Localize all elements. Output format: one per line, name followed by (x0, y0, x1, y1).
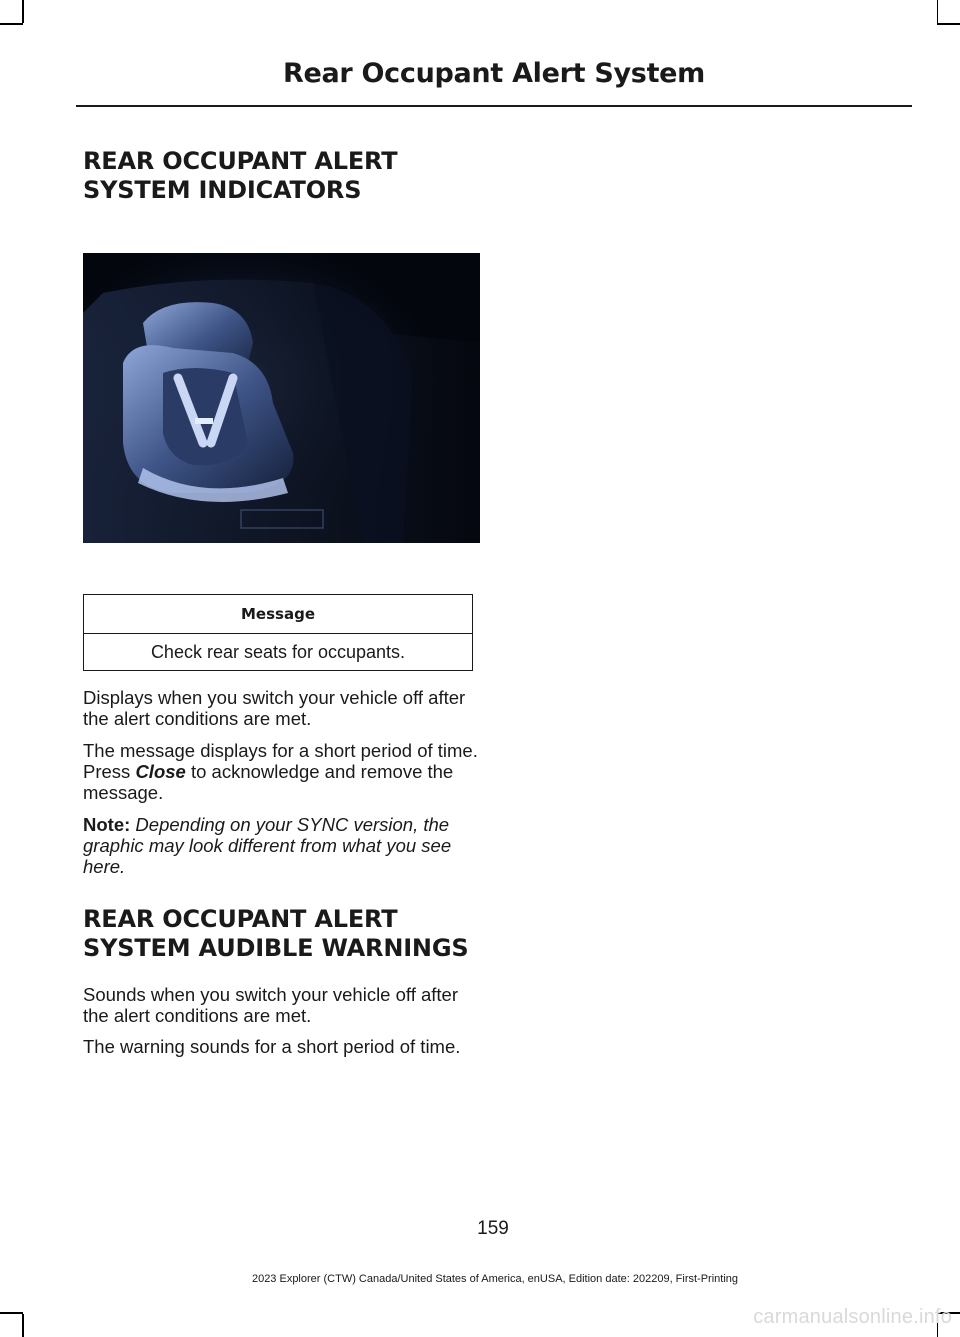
crop-mark-top-left (0, 23, 23, 25)
paragraph-text: The message displays for a short period of time. Press (83, 740, 478, 782)
crop-mark-top-left (22, 0, 24, 23)
watermark: carmanualsonline.info (753, 1306, 952, 1328)
table-cell-message: Check rear seats for occupants. (84, 634, 473, 671)
note-paragraph (83, 814, 478, 877)
crop-mark-top-right (937, 23, 960, 25)
paragraph-warning: The warning sounds for a short period of time. (83, 1036, 461, 1057)
table-header-message: Message (84, 595, 473, 634)
heading-line: REAR OCCUPANT ALERT (83, 905, 398, 933)
table-header-row (84, 595, 473, 634)
page-number: 159 (477, 1218, 509, 1239)
child-seat-illustration (83, 253, 480, 543)
crop-mark-bottom-left (22, 1314, 24, 1337)
message-table (83, 594, 473, 671)
header-rule (76, 105, 912, 107)
heading-line: SYSTEM AUDIBLE WARNINGS (83, 934, 469, 962)
section-heading-audible (83, 905, 483, 963)
edition-footer: 2023 Explorer (CTW) Canada/United States of America, enUSA, Edition date: 202209, First-Printing (251, 1273, 739, 1285)
heading-line: REAR OCCUPANT ALERT (83, 147, 398, 175)
running-header: Rear Occupant Alert System (282, 58, 706, 89)
heading-line: SYSTEM INDICATORS (83, 176, 362, 204)
close-keyword: Close (135, 761, 186, 782)
crop-mark-top-right (937, 0, 939, 23)
note-label: Note: (83, 814, 131, 835)
paragraph-text: to acknowledge and remove the message. (83, 761, 454, 803)
crop-mark-bottom-left (0, 1312, 23, 1314)
paragraph-displays: Displays when you switch your vehicle off after the alert conditions are met. (83, 687, 466, 729)
note-text: Depending on your SYNC version, the graphic may look different from what you see here. (83, 814, 452, 877)
child-seat-photo (83, 253, 480, 543)
paragraph-sounds: Sounds when you switch your vehicle off after the alert conditions are met. (83, 984, 459, 1026)
section-heading-indicators (83, 147, 483, 205)
paragraph-message-duration (83, 740, 478, 803)
table-row (84, 634, 473, 671)
